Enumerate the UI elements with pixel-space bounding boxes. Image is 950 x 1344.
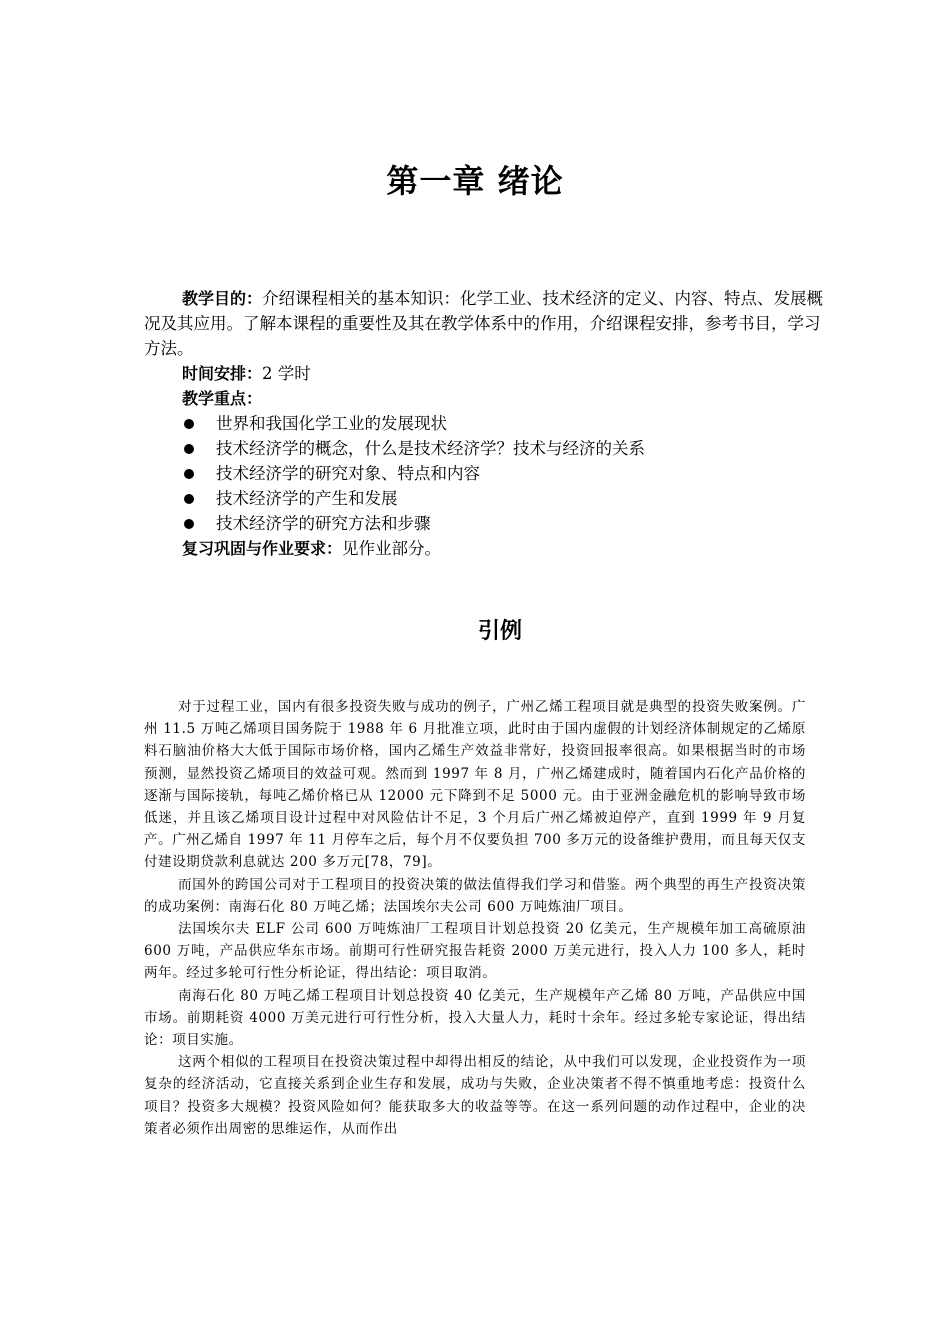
focus-item (144, 411, 824, 436)
section-title: 引例 (477, 619, 522, 644)
review-label: 复习巩固与作业要求： (182, 539, 343, 558)
case-study-body (144, 696, 806, 1140)
focus-item (144, 461, 824, 486)
bullet-icon (184, 519, 194, 529)
teaching-focus-label: 教学重点： (182, 389, 263, 408)
body-paragraph: 这两个相似的工程项目在投资决策过程中却得出相反的结论，从中我们可以发现，企业投资作为一项复杂的经济活动，它直接关系到企业生存和发展，成功与失败，企业决策者不得不慎重地考虑：投资什么项目？投资多大规模？投资风险如何？能获取多大的收益等等。在这一系列问题的动作过程中，企业的决策者必须作出周密的思维运作，从而作出 (144, 1054, 806, 1137)
bullet-icon (184, 419, 194, 429)
focus-item-text: 技术经济学的概念，什么是技术经济学？技术与经济的关系 (216, 439, 645, 458)
review-requirement (144, 536, 824, 561)
review-text: 见作业部分。 (342, 539, 442, 558)
teaching-goal (144, 286, 824, 361)
chapter-title: 第一章 绪论 (386, 162, 564, 200)
focus-item-text: 技术经济学的研究对象、特点和内容 (216, 464, 480, 483)
body-paragraph: 法国埃尔夫 ELF 公司 600 万吨炼油厂工程项目计划总投资 20 亿美元，生产规模年加工高硫原油 600 万吨，产品供应华东市场。前期可行性研究报告耗资 2000 万美元进行，投入人力 100 多人，耗时两年。经过多轮可行性分析论证，得出结论：项目取消。 (144, 921, 806, 982)
body-paragraph: 而国外的跨国公司对于工程项目的投资决策的做法值得我们学习和借鉴。两个典型的再生产投资决策的成功案例：南海石化 80 万吨乙烯；法国埃尔夫公司 600 万吨炼油厂项目。 (144, 876, 806, 915)
teaching-goal-text: 介绍课程相关的基本知识：化学工业、技术经济的定义、内容、特点、发展概况及其应用。了解本课程的重要性及其在教学体系中的作用，介绍课程安排，参考书目，学习方法。 (144, 289, 824, 358)
teaching-overview (144, 286, 824, 561)
bullet-icon (184, 469, 194, 479)
bullet-icon (184, 494, 194, 504)
focus-item-text: 技术经济学的产生和发展 (216, 489, 398, 508)
focus-list (144, 411, 824, 536)
focus-item (144, 511, 824, 536)
focus-item-text: 世界和我国化学工业的发展现状 (216, 414, 447, 433)
bullet-icon (184, 444, 194, 454)
teaching-time-label: 时间安排： (182, 364, 263, 383)
teaching-time (144, 361, 824, 386)
teaching-goal-label: 教学目的： (182, 289, 263, 308)
focus-item (144, 486, 824, 511)
teaching-focus (144, 386, 824, 411)
teaching-time-text: 2 学时 (262, 364, 311, 383)
body-paragraph: 对于过程工业，国内有很多投资失败与成功的例子，广州乙烯工程项目就是典型的投资失败案例。广州 11.5 万吨乙烯项目国务院于 1988 年 6 月批准立项，此时由于国内虚假的计划经济体制规定的乙烯原料石脑油价格大大低于国际市场价格，国内乙烯生产效益非常好，投资回报率很高。如果根据当时的市场预测，显然投资乙烯项目的效益可观。然而到 1997 年 8 月，广州乙烯建成时，随着国内石化产品价格的逐渐与国际接轨，每吨乙烯价格已从 12000 元下降到不足 5000 元。由于亚洲金融危机的影响导致市场低迷，并且该乙烯项目设计过程中对风险估计不足，3 个月后广州乙烯被迫停产，直到 1999 年 9 月复产。广州乙烯自 1997 年 11 月停车之后，每个月不仅要负担 700 多万元的设备维护费用，而且每天仅支付建设期贷款利息就达 200 多万元[78，79]。 (144, 699, 806, 871)
focus-item (144, 436, 824, 461)
body-paragraph: 南海石化 80 万吨乙烯工程项目计划总投资 40 亿美元，生产规模年产乙烯 80 万吨，产品供应中国市场。前期耗资 4000 万美元进行可行性分析，投入大量人力，耗时十余年。经过多轮专家论证，得出结论：项目实施。 (144, 987, 806, 1049)
focus-item-text: 技术经济学的研究方法和步骤 (216, 514, 431, 533)
